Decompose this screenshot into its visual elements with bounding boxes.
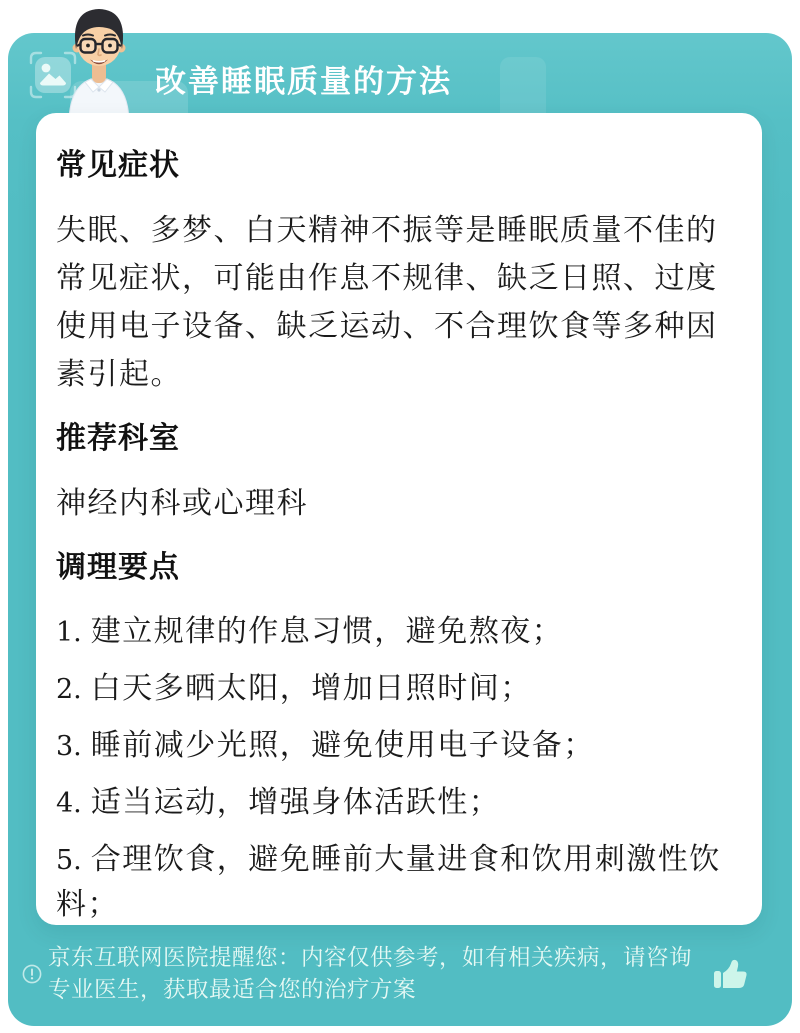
list-item-number: 2. (56, 674, 82, 705)
page-title: 改善睡眠质量的方法 (155, 64, 452, 99)
info-icon (22, 964, 42, 984)
list-item-text: 适当运动，增强身体活跃性； (90, 786, 501, 819)
list-item-number: 1. (56, 617, 82, 648)
section-heading-symptoms: 常见症状 (56, 149, 180, 182)
thumbs-up-icon[interactable] (708, 953, 750, 995)
list-item-text: 建立规律的作息习惯，避免熬夜； (90, 615, 564, 648)
list-item-text: 合理饮食，避免睡前大量进食和饮用刺激性饮料； (56, 843, 721, 921)
symptoms-paragraph: 失眠、多梦、白天精神不振等是睡眠质量不佳的常见症状，可能由作息不规律、缺乏日照、过度使用电子设备、缺乏运动、不合理饮食等多种因素引起。 (56, 214, 718, 391)
list-item-text: 白天多晒太阳，增加日照时间； (90, 672, 532, 705)
footer (22, 942, 778, 1006)
disclaimer-text: 京东互联网医院提醒您：内容仅供参考，如有相关疾病，请咨询专业医生，获取最适合您的治疗方案 (48, 945, 693, 1002)
section-heading-department: 推荐科室 (56, 422, 180, 455)
list-item (56, 837, 742, 927)
department-paragraph: 神经内科或心理科 (56, 487, 308, 520)
list-item (56, 780, 742, 825)
doctor-avatar (56, 2, 142, 120)
section-heading-tips: 调理要点 (56, 551, 180, 584)
list-item (56, 723, 742, 768)
list-item-number: 5. (56, 845, 82, 876)
list-item-number: 3. (56, 731, 82, 762)
list-item-text: 睡前减少光照，避免使用电子设备； (90, 729, 595, 762)
list-item (56, 666, 742, 711)
list-item-number: 4. (56, 788, 82, 819)
content-card (36, 113, 762, 925)
list-item (56, 609, 742, 654)
